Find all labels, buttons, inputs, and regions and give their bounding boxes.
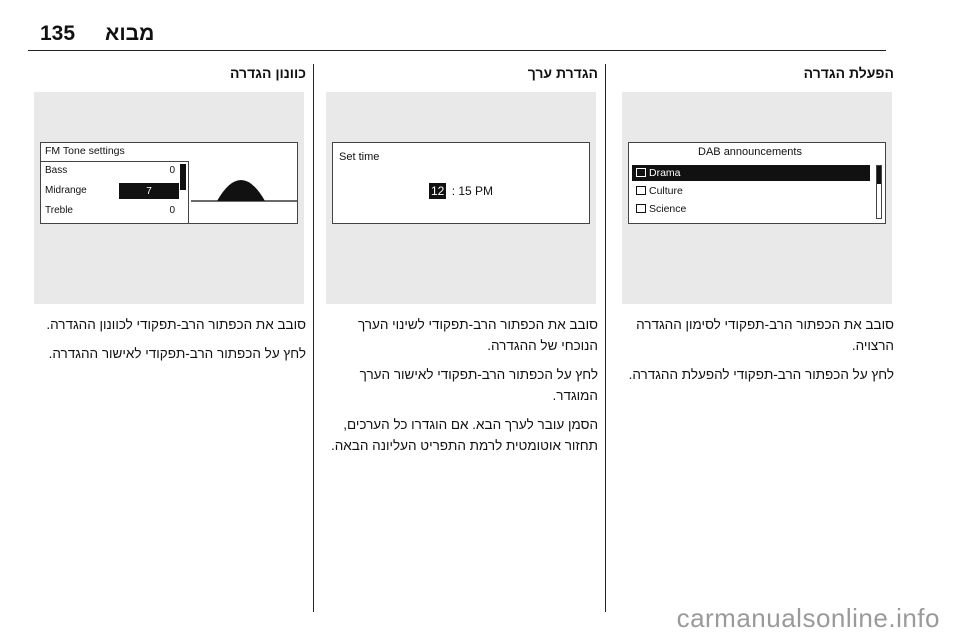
set-time-screen <box>332 142 590 224</box>
item-label: Drama <box>649 167 681 179</box>
scrollbar[interactable] <box>876 165 882 219</box>
dab-screen <box>628 142 886 224</box>
time-remainder: : 15 PM <box>448 184 494 198</box>
paragraph: לחץ על הכפתור הרב-תפקודי לאישור הערך המוגדר. <box>359 367 598 403</box>
screen-title: Set time <box>339 151 380 163</box>
checkbox-checked-icon <box>636 168 646 177</box>
watermark: carmanualsonline.info <box>676 603 940 633</box>
item-label: Culture <box>649 185 683 197</box>
screenshot-panel <box>34 92 304 304</box>
column-title: הגדרת ערך <box>527 65 598 81</box>
column-divider-left <box>313 64 314 612</box>
tone-row-treble[interactable] <box>41 202 179 220</box>
row-value: 0 <box>169 205 175 216</box>
paragraph: סובב את הכפתור הרב-תפקודי לסימון ההגדרה הרצויה. <box>636 317 894 353</box>
column-divider-right <box>605 64 606 612</box>
dab-item-science[interactable] <box>632 201 870 217</box>
screen-title: DAB announcements <box>698 146 802 158</box>
tone-row-bass[interactable] <box>41 162 179 180</box>
column-activate-setting <box>616 64 894 385</box>
tone-row-midrange[interactable] <box>41 182 179 200</box>
paragraph: הסמן עובר לערך הבא. אם הוגדרו כל הערכים, תחזור אוטומטית לרמת התפריט העליונה הבאה. <box>330 417 598 453</box>
scrollbar-thumb <box>877 166 881 184</box>
section-title: מבוא <box>105 22 155 45</box>
time-value <box>429 183 493 199</box>
tone-curve-graphic <box>191 161 297 223</box>
column-set-value <box>320 64 598 456</box>
row-label: Treble <box>45 205 73 216</box>
scrollbar-thumb <box>180 164 186 190</box>
checkbox-checked-icon <box>636 204 646 213</box>
paragraph: לחץ על הכפתור הרב-תפקודי לאישור ההגדרה. <box>48 346 306 361</box>
row-label: Midrange <box>45 185 87 196</box>
screenshot-panel <box>326 92 596 304</box>
tone-screen <box>40 142 298 224</box>
paragraph: לחץ על הכפתור הרב-תפקודי להפעלת ההגדרה. <box>628 367 894 382</box>
screenshot-panel <box>622 92 892 304</box>
hours-field[interactable]: 12 <box>431 184 445 198</box>
item-label: Science <box>649 203 687 215</box>
dab-item-culture[interactable] <box>632 183 870 199</box>
row-value: 0 <box>169 165 175 176</box>
dab-item-drama[interactable] <box>632 165 870 181</box>
row-value: 7 <box>119 183 179 199</box>
paragraph: סובב את הכפתור הרב-תפקודי לשינוי הערך הנוכחי של ההגדרה. <box>357 317 598 353</box>
header-rule <box>28 50 886 51</box>
paragraph: סובב את הכפתור הרב-תפקודי לכוונון ההגדרה. <box>46 317 306 332</box>
column-title: כוונון הגדרה <box>230 65 306 81</box>
screen-title: FM Tone settings <box>45 145 125 157</box>
scrollbar[interactable] <box>179 162 187 222</box>
checkbox-unchecked-icon <box>636 186 646 195</box>
column-title: הפעלת הגדרה <box>803 65 894 81</box>
row-label: Bass <box>45 165 68 176</box>
tone-list <box>41 161 189 223</box>
page-number: 135 <box>40 22 76 45</box>
column-adjust-setting <box>28 64 306 364</box>
